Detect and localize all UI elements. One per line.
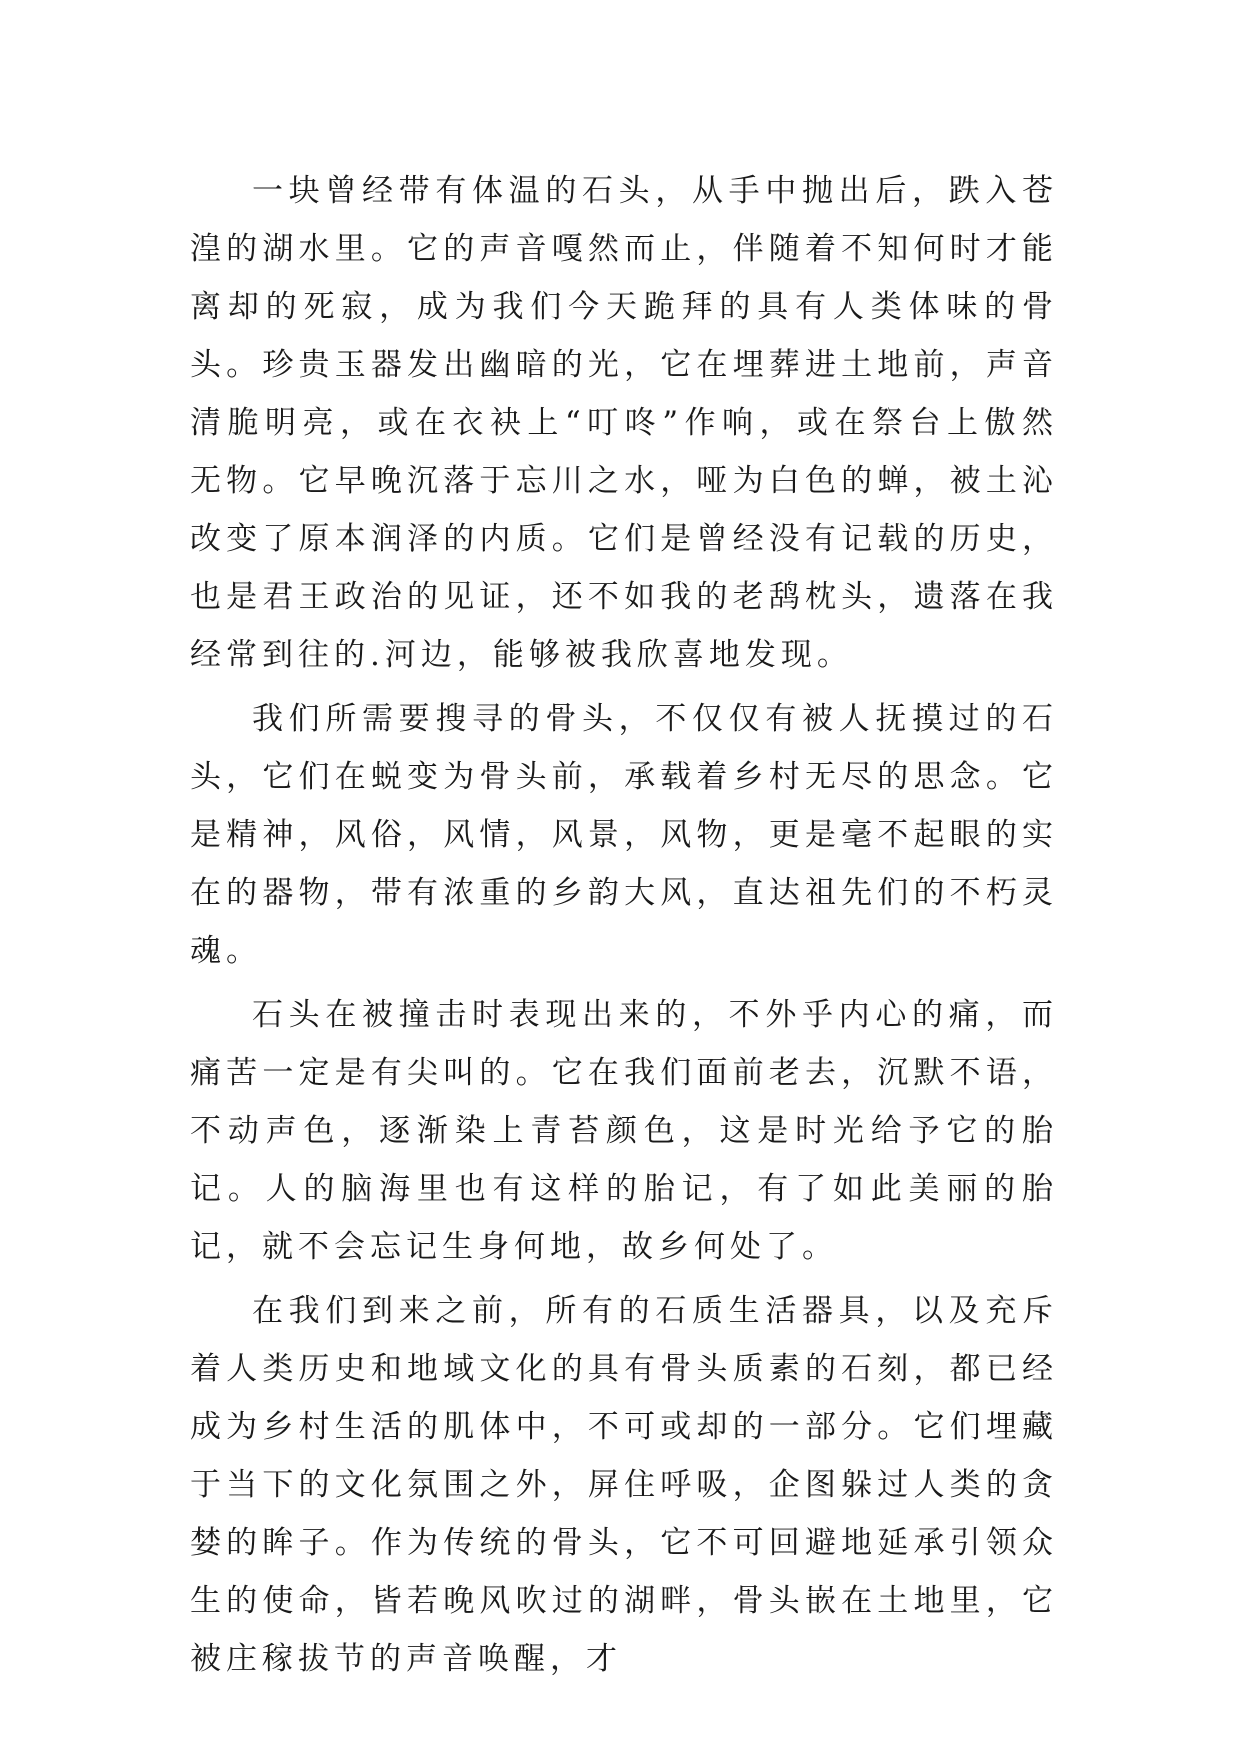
paragraph-1: 一块曾经带有体温的石头，从手中抛出后，跌入苍湟的湖水里。它的声音嘎然而止，伴随着不知何时才能离却的死寂，成为我们今天跪拜的具有人类体味的骨头。珍贵玉器发出幽暗的光，它在埋葬进土地前，声音清脆明亮，或在衣袂上“叮咚”作响，或在祭台上傲然无物。它早晚沉落于忘川之水，哑为白色的蝉，被土沁改变了原本润泽的内质。它们是曾经没有记载的历史，也是君王政治的见证，还不如我的老鸹枕头，遗落在我经常到往的.河边，能够被我欣喜地发现。 — [190, 173, 1058, 673]
paragraph-2: 我们所需要搜寻的骨头，不仅仅有被人抚摸过的石头，它们在蜕变为骨头前，承载着乡村无尽的思念。它是精神，风俗，风情，风景，风物，更是毫不起眼的实在的器物，带有浓重的乡韵大风，直达祖先们的不朽灵魂。 — [190, 701, 1058, 969]
paragraph-4: 在我们到来之前，所有的石质生活器具，以及充斥着人类历史和地域文化的具有骨头质素的石刻，都已经成为乡村生活的肌体中，不可或却的一部分。它们埋藏于当下的文化氛围之外，屏住呼吸，企图躲过人类的贪婪的眸子。作为传统的骨头，它不可回避地延承引领众生的使命，皆若晚风吹过的湖畔，骨头嵌在土地里，它被庄稼拔节的声音唤醒，才 — [190, 1293, 1058, 1677]
paragraph-3: 石头在被撞击时表现出来的，不外乎内心的痛，而痛苦一定是有尖叫的。它在我们面前老去，沉默不语，不动声色，逐渐染上青苔颜色，这是时光给予它的胎记。人的脑海里也有这样的胎记，有了如此美丽的胎记，就不会忘记生身何地，故乡何处了。 — [190, 997, 1058, 1265]
document-body — [190, 162, 1058, 1694]
